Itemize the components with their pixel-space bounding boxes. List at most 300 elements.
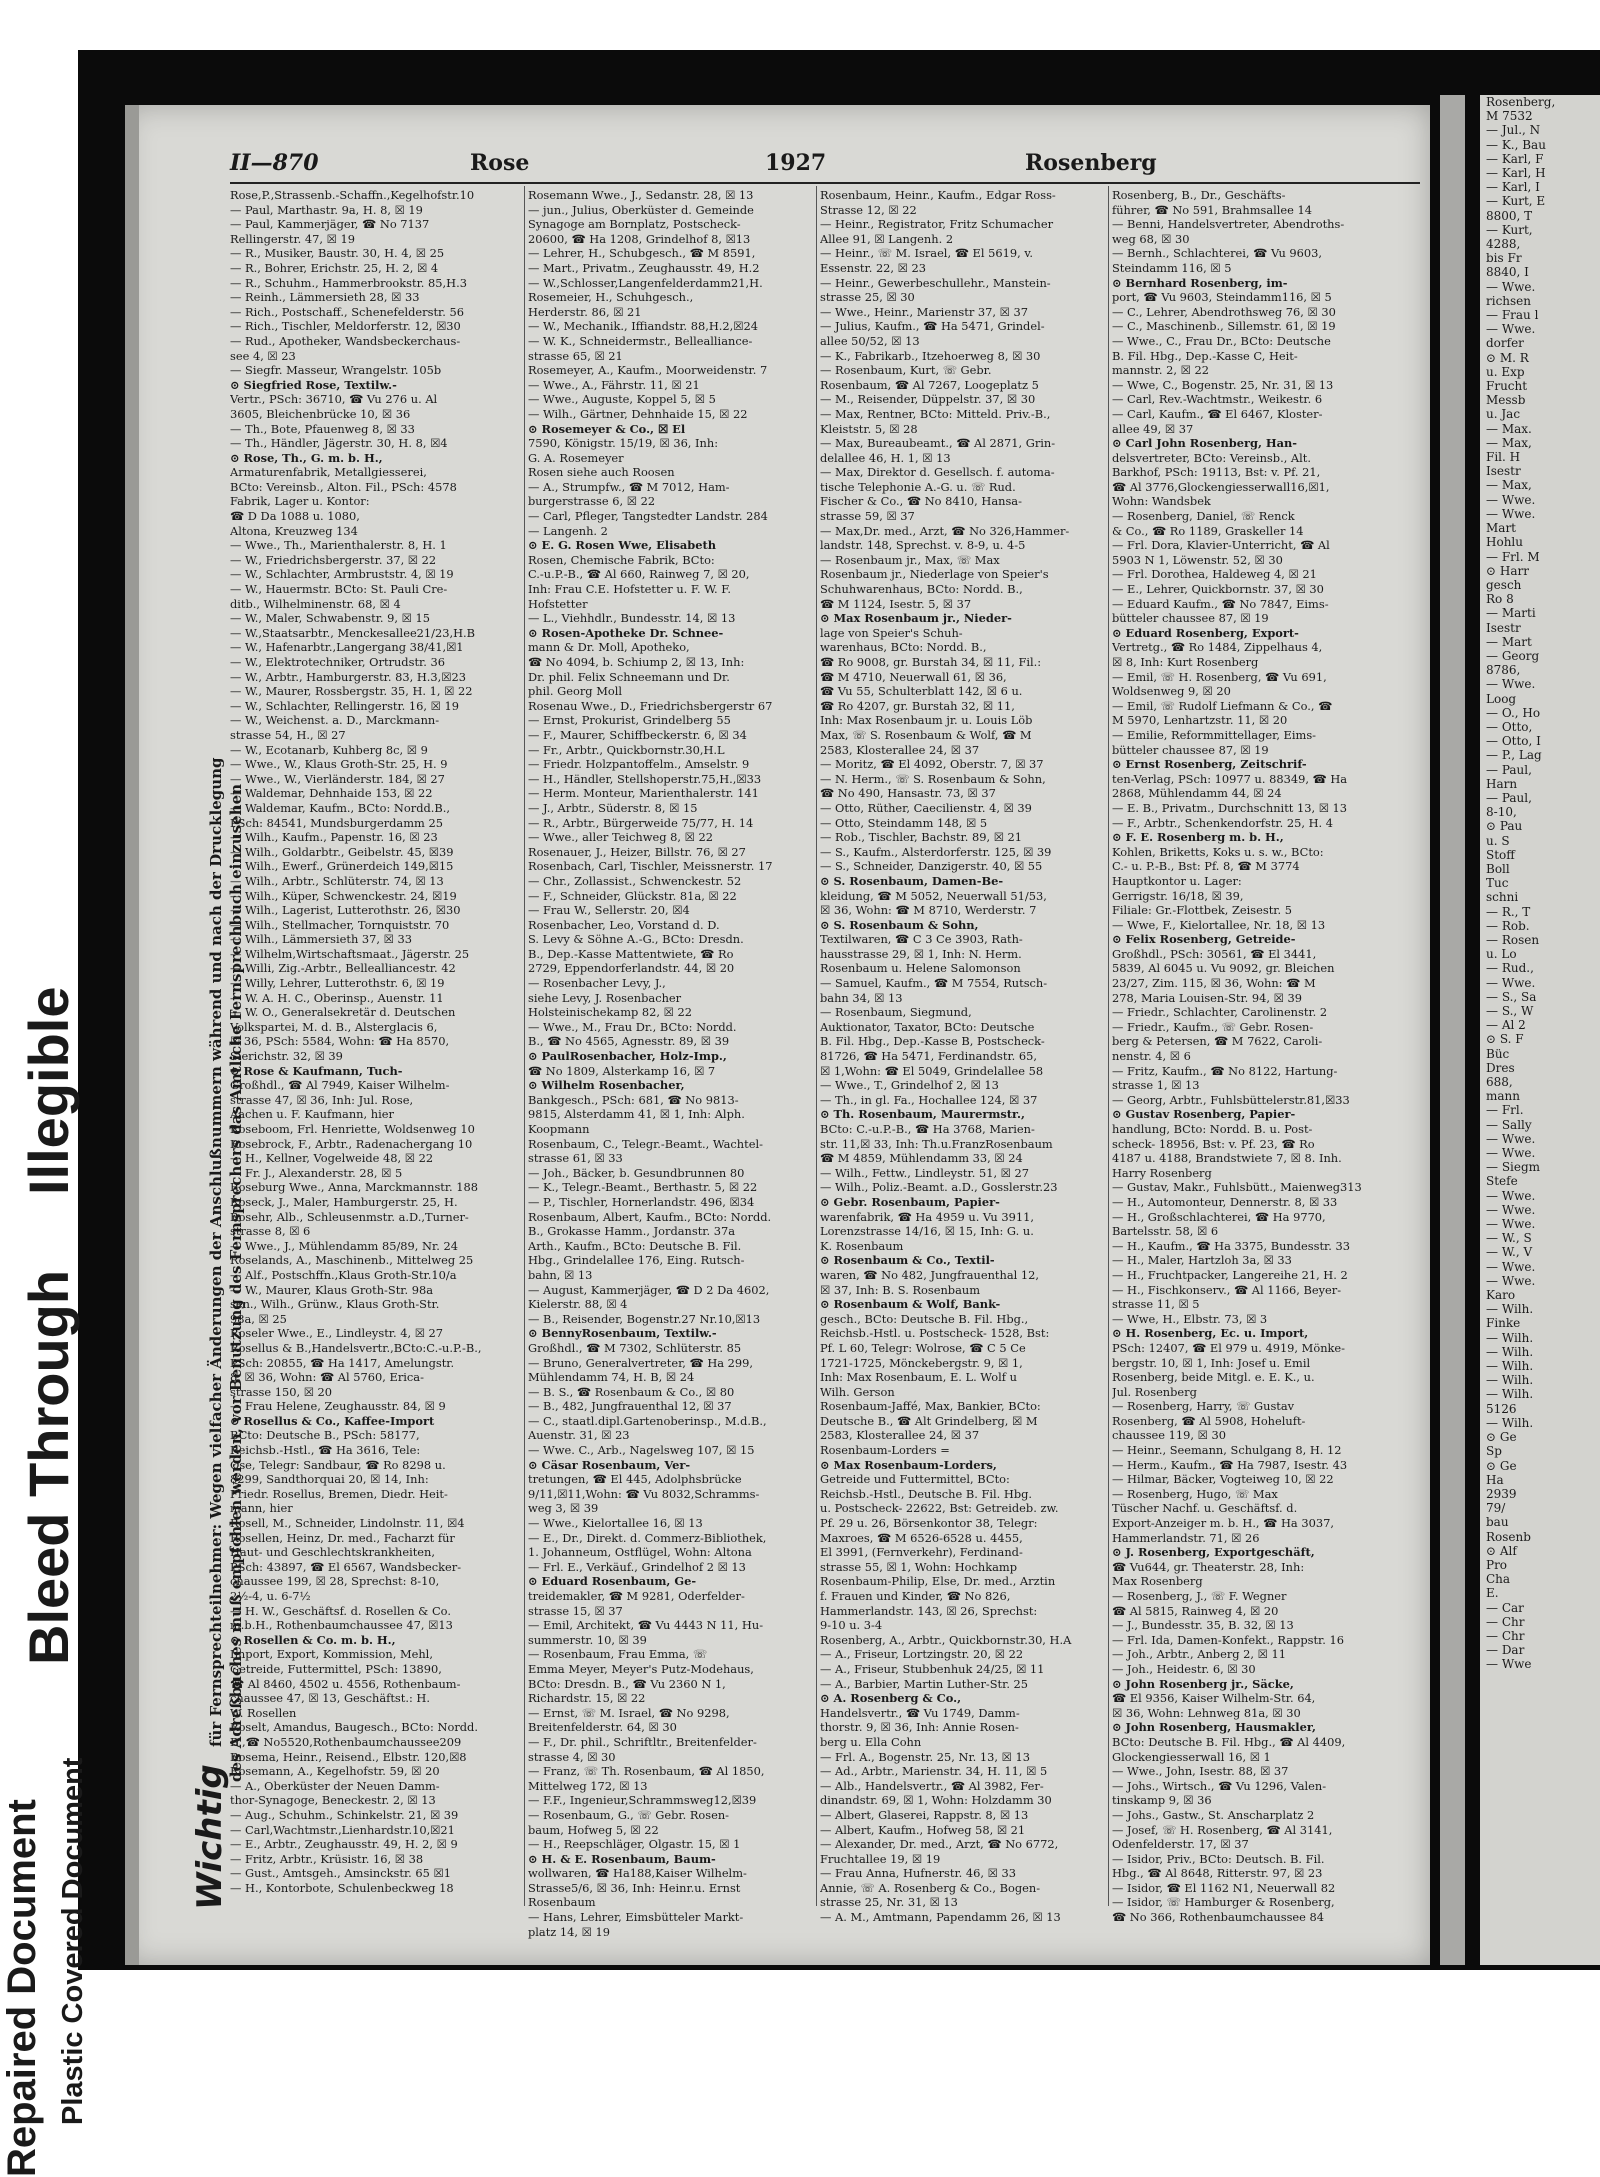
directory-entry-line: ⊙ S. Rosenbaum, Damen-Be-: [820, 873, 1004, 888]
directory-entry-line: — E., Lehrer, Quickbornstr. 37, ☒ 30: [1112, 582, 1324, 597]
directory-entry-line: K. Rosenbaum: [820, 1238, 904, 1253]
directory-entry-line: PSch: 43897, ☎ El 6567, Wandsbecker-: [230, 1559, 462, 1574]
directory-entry-line: Synagoge am Bornplatz, Postscheck-: [528, 217, 741, 232]
directory-entry-line: ☒ 1,Wohn: ☎ El 5049, Grindelallee 58: [820, 1063, 1044, 1078]
directory-entry-line: — A., Friseur, Stubbenhuk 24/25, ☒ 11: [820, 1661, 1045, 1676]
directory-entry-line: bahn, ☒ 13: [528, 1267, 593, 1282]
next-page-line: — Wilh.: [1486, 1302, 1534, 1317]
next-page-line: — O., Ho: [1486, 705, 1541, 720]
directory-entry-line: — A., Strumpfw., ☎ M 7012, Ham-: [528, 479, 730, 494]
directory-entry-line: — H. W., Geschäftsf. d. Rosellen & Co.: [230, 1603, 451, 1618]
directory-entry-line: Großhdl., ☎ M 7302, Schlüterstr. 85: [528, 1340, 742, 1355]
directory-entry-line: Herderstr. 86, ☒ 21: [528, 304, 642, 319]
next-page-line: — Wilh.: [1486, 1415, 1534, 1430]
directory-entry-line: ⊙ John Rosenberg, Hausmakler,: [1112, 1720, 1317, 1735]
directory-entry-line: — Frl. Ida, Damen-Konfekt., Rappstr. 16: [1112, 1632, 1344, 1647]
directory-entry-line: Holsteinischekamp 82, ☒ 22: [528, 1005, 692, 1020]
directory-entry-line: ☎ M 1124, Isestr. 5, ☒ 37: [820, 596, 972, 611]
directory-entry-line: — Herm., Kaufm., ☎ Ha 7987, Isestr. 43: [1112, 1457, 1348, 1472]
directory-entry-line: Vertr., PSch: 36710, ☎ Vu 276 u. Al: [230, 392, 438, 407]
next-page-line: — Karl, I: [1486, 180, 1540, 195]
directory-entry-line: see 4, ☒ 23: [230, 348, 296, 363]
next-page-line: — Frl.: [1486, 1103, 1524, 1118]
next-page-line: gesch: [1486, 577, 1522, 592]
directory-entry-line: Ose, Telegr: Sandbaur, ☎ Ro 8298 u.: [230, 1457, 446, 1472]
directory-entry-line: ☎ No 366, Rothenbaumchaussee 84: [1112, 1910, 1325, 1925]
directory-entry-line: — Wilh., Ewerf., Grünerdeich 149,☒15: [230, 859, 454, 874]
next-page-line: 4288,: [1486, 237, 1521, 252]
directory-entry-line: BCto: Vereinsb., Alton. Fil., PSch: 4578: [230, 479, 457, 494]
next-page-line: Dres: [1486, 1060, 1515, 1075]
directory-entry-line: weg 68, ☒ 30: [1112, 231, 1190, 246]
next-page-line: u. Exp: [1486, 364, 1525, 379]
directory-entry-line: Roseler Wwe., E., Lindleystr. 4, ☒ 27: [230, 1326, 444, 1341]
directory-entry-line: — Emilie, Reformmittellager, Eims-: [1112, 727, 1317, 742]
directory-entry-line: — Herm. Monteur, Marienthalerstr. 141: [528, 786, 759, 801]
directory-entry-line: — Wwe., W., Vierländerstr. 184, ☒ 27: [230, 771, 445, 786]
directory-entry-line: Pf. L 60, Telegr: Wolrose, ☎ C 5 Ce: [820, 1340, 1026, 1355]
directory-entry-line: — Wwe., J., Mühlendamm 85/89, Nr. 24: [230, 1238, 458, 1253]
directory-entry-line: Roseburg Wwe., Anna, Marckmannstr. 188: [230, 1180, 479, 1195]
directory-entry-line: Strasse5/6, ☒ 36, Inh: Heinr.u. Ernst: [528, 1880, 741, 1895]
directory-entry-line: 23/27, Zim. 115, ☒ 36, Wohn: ☎ M: [1112, 976, 1316, 991]
directory-entry-line: — Carl, Rev.-Wachtmstr., Weikestr. 6: [1112, 392, 1323, 407]
next-page-line: schni: [1486, 890, 1519, 905]
directory-entry-line: El 3991, (Fernverkehr), Ferdinand-: [820, 1545, 1023, 1560]
directory-entry-line: — Wwe. C., Arb., Nagelsweg 107, ☒ 15: [528, 1443, 755, 1458]
directory-entry-line: dinandstr. 69, ☒ 1, Wohn: Holzdamm 30: [820, 1793, 1052, 1808]
directory-entry-line: Altona, Kreuzweg 134: [230, 523, 358, 538]
next-page-line: Rosenberg,: [1486, 95, 1556, 109]
directory-entry-line: ⊙ Felix Rosenberg, Getreide-: [1112, 932, 1296, 947]
directory-entry-line: — Willi, Zig.-Arbtr., Bellealliancestr. 42: [230, 961, 456, 976]
directory-entry-line: — J., Arbtr., Süderstr. 8, ☒ 15: [528, 800, 698, 815]
directory-entry-line: — Wwe., T., Grindelhof 2, ☒ 13: [820, 1078, 999, 1093]
directory-entry-line: 2729, Eppendorferlandstr. 44, ☒ 20: [528, 961, 735, 976]
next-page-line: — Frl. M: [1486, 549, 1540, 564]
directory-entry-line: Steindamm 116, ☒ 5: [1112, 260, 1232, 275]
directory-entry-line: — K., Fabrikarb., Itzehoerweg 8, ☒ 30: [820, 348, 1041, 363]
directory-entry-line: — H., Kontorbote, Schulenbeckweg 18: [230, 1880, 454, 1895]
wichtig-line-1: für Fernsprechteilnehmer: Wegen vielfacher Änderungen der Anschlußnummern während und nach der Drucklegung: [207, 757, 225, 1747]
next-page-line: 5126: [1486, 1401, 1517, 1416]
directory-entry-line: mann, hier: [230, 1501, 293, 1516]
directory-entry-line: Rosellen, Heinz, Dr. med., Facharzt für: [230, 1530, 455, 1545]
directory-entry-line: — W. A. H. C., Oberinsp., Auenstr. 11: [230, 990, 444, 1005]
directory-entry-line: — Max, Rentner, BCto: Mitteld. Priv.-B.,: [820, 406, 1051, 421]
directory-entry-line: B., Grokasse Hamm., Jordanstr. 37a: [528, 1224, 735, 1239]
next-page-line: — Wilh.: [1486, 1373, 1534, 1388]
directory-entry-line: B.,☎ No5520,Rothenbaumchaussee209: [230, 1734, 462, 1749]
directory-entry-line: — Max, Direktor d. Gesellsch. f. automa-: [820, 465, 1055, 480]
next-page-line: — Wwe.: [1486, 975, 1536, 990]
directory-entry-line: — Wilh., Lämmersieth 37, ☒ 33: [230, 932, 412, 947]
directory-entry-line: Rosell, M., Schneider, Lindolnstr. 11, ☒4: [230, 1516, 465, 1531]
directory-entry-line: thor-Synagoge, Beneckestr. 2, ☒ 13: [230, 1793, 436, 1808]
directory-entry-line: Friedr. Rosellus, Bremen, Diedr. Heit-: [230, 1486, 448, 1501]
directory-entry-line: — Moritz, ☎ El 4092, Oberstr. 7, ☒ 37: [820, 757, 1044, 772]
directory-entry-line: sen., Wilh., Grünw., Klaus Groth-Str.: [230, 1297, 440, 1312]
directory-entry-line: 98a, ☒ 25: [230, 1311, 287, 1326]
next-page-line: Mart: [1486, 521, 1516, 536]
directory-entry-line: — Heinr., Registrator, Fritz Schumacher: [820, 217, 1054, 232]
directory-entry-line: 20600, ☎ Ha 1208, Grindelhof 8, ☒13: [528, 231, 751, 246]
next-page-line: — K., Bau: [1486, 137, 1546, 152]
directory-entry-line: — Rosenbacher Levy, J.,: [528, 976, 666, 991]
directory-entry-line: — Alexander, Dr. med., Arzt, ☎ No 6772,: [820, 1837, 1059, 1852]
next-page-line: — Car: [1486, 1600, 1524, 1615]
directory-entry-line: Arth., Kaufm., BCto: Deutsche B. Fil.: [528, 1238, 742, 1253]
directory-entry-line: PSch: 20855, ☎ Ha 1417, Amelungstr.: [230, 1355, 455, 1370]
directory-entry-line: Rosenauer, J., Heizer, Billstr. 76, ☒ 27: [528, 844, 746, 859]
directory-entry-line: summerstr. 10, ☒ 39: [528, 1632, 647, 1647]
directory-entry-line: strasse 55, ☒ 1, Wohn: Hochkamp: [820, 1559, 1017, 1574]
directory-entry-line: ☒ 37, Inh: B. S. Rosenbaum: [820, 1282, 981, 1297]
directory-entry-line: — F., Arbtr., Schenkendorfstr. 25, H. 4: [1112, 815, 1333, 830]
directory-entry-line: ⊙ Rosellus & Co., Kaffee-Import: [230, 1413, 435, 1428]
repaired-document-stamp: Repaired Document: [0, 1799, 44, 2177]
directory-entry-line: C.-u.P.-B., ☎ Al 660, Rainweg 7, ☒ 20,: [528, 567, 750, 582]
directory-entry-line: 1. Johanneum, Ostflügel, Wohn: Altona: [528, 1545, 752, 1560]
directory-entry-line: — Wwe., C., Frau Dr., BCto: Deutsche: [1112, 333, 1331, 348]
directory-entry-line: — Wwe., W., Klaus Groth-Str. 25, H. 9: [230, 757, 448, 772]
next-page-line: — Wwe.: [1486, 1131, 1536, 1146]
directory-entry-line: allee 49, ☒ 37: [1112, 421, 1194, 436]
directory-entry-line: C.- u. P.-B., Bst: Pf. 8, ☎ M 3774: [1112, 859, 1300, 874]
directory-entry-line: — W., Mechanik., Iffiandstr. 88,H.2,☒24: [528, 319, 758, 334]
directory-entry-line: strasse 25, Nr. 31, ☒ 13: [820, 1895, 958, 1910]
next-page-line: — Marti: [1486, 606, 1536, 621]
directory-entry-line: Handelsvertr., ☎ Vu 1749, Damm-: [820, 1705, 1020, 1720]
directory-entry-line: — jun., Julius, Oberküster d. Gemeinde: [528, 202, 754, 217]
directory-entry-line: bütteler chaussee 87, ☒ 19: [1112, 742, 1269, 757]
directory-entry-line: — A. M., Amtmann, Papendamm 26, ☒ 13: [820, 1910, 1061, 1925]
directory-entry-line: scheck- 18956, Bst: v. Pf. 23, ☎ Ro: [1112, 1136, 1315, 1151]
directory-entry-line: — Waldemar, Kaufm., BCto: Nordd.B.,: [230, 800, 451, 815]
next-page-line: 8786,: [1486, 663, 1521, 678]
directory-entry-line: lage von Speier's Schuh-: [820, 625, 963, 640]
next-page-line: Isestr: [1486, 620, 1521, 635]
directory-entry-line: — L., Viehhdlr., Bundesstr. 14, ☒ 13: [528, 611, 736, 626]
directory-entry-line: — Rosenberg, Harry, ☏ Gustav: [1112, 1399, 1295, 1414]
directory-entry-line: 8299, Sandthorquai 20, ☒ 14, Inh:: [230, 1472, 429, 1487]
directory-entry-line: ⊙ Rosenbaum & Co., Textil-: [820, 1253, 995, 1268]
directory-entry-line: ⊙ Rosen-Apotheke Dr. Schnee-: [528, 625, 724, 640]
directory-entry-line: PSch: 12407, ☎ El 979 u. 4919, Mönke-: [1112, 1340, 1346, 1355]
directory-entry-line: Rosenbaum, ☎ Al 7267, Loogeplatz 5: [820, 377, 1039, 392]
directory-entry-line: Max Rosenberg: [1112, 1574, 1203, 1589]
directory-entry-line: — W., Maler, Schwabenstr. 9, ☒ 15: [230, 611, 430, 626]
directory-entry-line: Pf. 29 u. 26, Börsenkontor 38, Telegr:: [820, 1516, 1038, 1531]
directory-entry-line: bahn 34, ☒ 13: [820, 990, 903, 1005]
next-page-line: u. Lo: [1486, 947, 1517, 962]
directory-entry-line: weg 3, ☒ 39: [528, 1501, 599, 1516]
directory-entry-line: W. Rosellen: [230, 1705, 297, 1720]
next-page-line: — Max,: [1486, 435, 1532, 450]
next-page-line: Frucht: [1486, 379, 1528, 394]
directory-entry-line: BCto: Deutsche B., PSch: 58177,: [230, 1428, 420, 1443]
directory-entry-line: 278, Maria Louisen-Str. 94, ☒ 39: [1112, 990, 1302, 1005]
directory-entry-line: — Wilhelm,Wirtschaftsmaat., Jägerstr. 25: [230, 946, 470, 961]
directory-entry-line: Rosenbaum, Albert, Kaufm., BCto: Nordd.: [528, 1209, 772, 1224]
directory-entry-line: — Rich., Tischler, Meldorferstr. 12, ☒30: [230, 319, 461, 334]
directory-entry-line: — H., Großschlachterei, ☎ Ha 9770,: [1112, 1209, 1326, 1224]
directory-entry-line: — Gust., Amtsgeh., Amsinckstr. 65 ☒1: [230, 1866, 451, 1881]
next-page-line: — Otto,: [1486, 719, 1533, 734]
directory-entry-line: Textilwaren, ☎ C 3 Ce 3903, Rath-: [820, 932, 1023, 947]
next-page-line: — Wwe: [1486, 1657, 1532, 1672]
directory-entry-line: strasse 150, ☒ 20: [230, 1384, 333, 1399]
next-page-line: Harn: [1486, 776, 1518, 791]
directory-entry-line: — H., Kellner, Vogelweide 48, ☒ 22: [230, 1151, 434, 1166]
directory-entry-line: — Wwe., A., Fährstr. 11, ☒ 21: [528, 377, 700, 392]
directory-entry-line: 9-10 u. 3-4: [820, 1618, 883, 1633]
archival-stamps: [0, 0, 110, 2177]
directory-entry-line: — Carl, Pfleger, Tangstedter Landstr. 284: [528, 509, 768, 524]
directory-entry-line: delsvertreter, BCto: Vereinsb., Alt.: [1112, 450, 1312, 465]
directory-entry-line: Auktionator, Taxator, BCto: Deutsche: [820, 1019, 1035, 1034]
directory-entry-line: mann & Dr. Moll, Apotheko,: [528, 640, 690, 655]
directory-entry-line: Großhdl., ☎ Al 7949, Kaiser Wilhelm-: [230, 1078, 450, 1093]
directory-entry-line: Roselands, A., Maschinenb., Mittelweg 25: [230, 1253, 474, 1268]
directory-entry-line: strasse 8, ☒ 6: [230, 1224, 311, 1239]
directory-entry-line: ditb., Wilhelminenstr. 68, ☒ 4: [230, 596, 401, 611]
directory-entry-line: — S., Schneider, Danzigerstr. 40, ☒ 55: [820, 859, 1043, 874]
directory-entry-line: — Samuel, Kaufm., ☎ M 7554, Rutsch-: [820, 976, 1048, 991]
directory-entry-line: Inh: Max Rosenbaum, E. L. Wolf u: [820, 1370, 1017, 1385]
directory-entry-line: — W.,Schlosser,Langenfelderdamm21,H.: [528, 275, 763, 290]
directory-entry-line: warenfabrik, ☎ Ha 4959 u. Vu 3911,: [820, 1209, 1034, 1224]
directory-entry-line: — Heinr., Gewerbeschullehr., Manstein-: [820, 275, 1051, 290]
directory-entry-line: Rosenbaum-Lorders =: [820, 1443, 950, 1458]
directory-entry-line: ⊙ Carl John Rosenberg, Han-: [1112, 436, 1298, 451]
directory-entry-line: — Paul, Kammerjäger, ☎ No 7137: [230, 217, 430, 232]
directory-entry-line: ☎ Al 3776,Glockengiesserwall16,☒1,: [1112, 479, 1330, 494]
next-page-line: — Dar: [1486, 1643, 1525, 1658]
next-page-line: Messb: [1486, 393, 1526, 408]
directory-entry-line: — Willy, Lehrer, Lutterothstr. 6, ☒ 19: [230, 976, 445, 991]
directory-entry-line: — Siegfr. Masseur, Wrangelstr. 105b: [230, 363, 442, 378]
directory-entry-line: — F.F., Ingenieur,Schrammsweg12,☒39: [528, 1793, 757, 1808]
directory-entry-line: ⊙ Rose, Th., G. m. b. H.,: [230, 450, 383, 465]
next-page-line: ⊙ Ge: [1486, 1430, 1517, 1445]
directory-entry-line: — Frau W., Sellerstr. 20, ☒4: [528, 903, 690, 918]
next-page-line: Boll: [1486, 861, 1510, 876]
directory-entry-line: — A., Oberküster der Neuen Damm-: [230, 1778, 440, 1793]
directory-entry-line: — C., Lehrer, Abendrothsweg 76, ☒ 30: [1112, 304, 1336, 319]
directory-entry-line: — H., Fischkonserv., ☎ Al 1166, Beyer-: [1112, 1282, 1342, 1297]
next-page-line: Büc: [1486, 1046, 1510, 1061]
directory-entry-line: — Frl. A., Bogenstr. 25, Nr. 13, ☒ 13: [820, 1749, 1030, 1764]
directory-entry-line: ☎ Ro 4207, gr. Burstah 32, ☒ 11,: [820, 698, 1015, 713]
directory-entry-line: — Rich., Postschaff., Schenefelderstr. 56: [230, 304, 464, 319]
directory-entry-line: kleidung, ☎ M 5052, Neuerwall 51/53,: [820, 888, 1047, 903]
directory-entry-line: — F., Schneider, Glückstr. 81a, ☒ 22: [528, 888, 737, 903]
directory-entry-line: — Johs., Gastw., St. Anscharplatz 2: [1112, 1807, 1315, 1822]
directory-entry-line: Rosehr, Alb., Schleusenmstr. a.D.,Turner-: [230, 1209, 469, 1224]
directory-entry-line: G. A. Rosemeyer: [528, 450, 624, 465]
directory-entry-line: ⊙ Rosemeyer & Co., ☒ El: [528, 421, 686, 436]
illegible-stamp: Illegible: [17, 986, 80, 1195]
directory-entry-line: — W., Arbtr., Hamburgerstr. 83, H.3,☒23: [230, 669, 466, 684]
next-page-line: — Wwe.: [1486, 677, 1536, 692]
plastic-covered-stamp: Plastic Covered Document: [57, 1757, 89, 2125]
next-page-line: Finke: [1486, 1316, 1521, 1331]
directory-entry-line: — Johs., Wirtsch., ☎ Vu 1296, Valen-: [1112, 1778, 1327, 1793]
directory-entry-line: Allee 91, ☒ Langenh. 2: [820, 231, 954, 246]
directory-entry-line: landstr. 148, Sprechst. v. 8-9, u. 4-5: [820, 538, 1026, 553]
directory-entry-line: — Isidor, Priv., BCto: Deutsch. B. Fil.: [1112, 1851, 1325, 1866]
directory-entry-line: — W., Hafenarbtr.,Langergang 38/41,☒1: [230, 640, 464, 655]
next-page-line: — W., S: [1486, 1231, 1532, 1246]
directory-entry-line: tinskamp 9, ☒ 36: [1112, 1793, 1212, 1808]
directory-entry-line: Rosebrock, F., Arbtr., Radenachergang 10: [230, 1136, 473, 1151]
directory-entry-line: 9815, Alsterdamm 41, ☒ 1, Inh: Alph.: [528, 1107, 745, 1122]
directory-entry-line: Richardstr. 15, ☒ 22: [528, 1691, 646, 1706]
next-page-line: Tuc: [1486, 876, 1509, 891]
next-page-line: richsen: [1486, 293, 1532, 308]
directory-entry-line: — Frl. E., Verkäuf., Grindelhof 2 ☒ 13: [528, 1559, 746, 1574]
directory-entry-line: S. Levy & Söhne A.-G., BCto: Dresdn.: [528, 932, 744, 947]
directory-entry-line: Woldsenweg 9, ☒ 20: [1112, 684, 1231, 699]
next-page-line: — Paul,: [1486, 762, 1532, 777]
directory-entry-line: Max, ☏ S. Rosenbaum & Wolf, ☎ M: [820, 727, 1032, 742]
directory-entry-line: ⊙ PaulRosenbacher, Holz-Imp.,: [528, 1049, 727, 1064]
directory-entry-line: — P., Tischler, Hornerlandstr. 496, ☒34: [528, 1194, 755, 1209]
directory-entry-line: — Ernst, Prokurist, Grindelberg 55: [528, 713, 731, 728]
directory-entry-line: — Rosenbaum, Kurt, ☏ Gebr.: [820, 363, 992, 378]
directory-entry-line: Mühlendamm 74, H. B, ☒ 24: [528, 1370, 695, 1385]
next-page-line: — Wwe.: [1486, 279, 1536, 294]
directory-entry-line: — Wwe, H., Elbstr. 73, ☒ 3: [1112, 1311, 1268, 1326]
page-gutter: [1440, 95, 1465, 1965]
directory-entry-line: ☒ 36, Wohn: ☎ M 8710, Werderstr. 7: [820, 903, 1037, 918]
column-divider: [524, 186, 525, 1906]
directory-entry-line: berg & Petersen, ☎ M 7622, Caroli-: [1112, 1034, 1323, 1049]
next-page-line: Hohlu: [1486, 535, 1523, 550]
directory-entry-line: Essenstr. 22, ☒ 23: [820, 260, 927, 275]
directory-entry-line: Reichsb.-Hstl., ☎ Ha 3616, Tele:: [230, 1443, 421, 1458]
directory-entry-line: ⊙ Eduard Rosenberg, Export-: [1112, 625, 1299, 640]
next-page-line: — Max.: [1486, 421, 1532, 436]
directory-entry-line: Dr. phil. Felix Schneemann und Dr.: [528, 669, 730, 684]
next-page-line: — Wilh.: [1486, 1387, 1534, 1402]
directory-entry-line: — E., Dr., Direkt. d. Commerz-Bibliothek,: [528, 1530, 767, 1545]
directory-entry-line: — Fr., Arbtr., Quickbornstr.30,H.L: [528, 742, 725, 757]
directory-entry-line: ⊙ Gustav Rosenberg, Papier-: [1112, 1107, 1296, 1122]
next-page-line: — Karl, H: [1486, 166, 1546, 181]
directory-entry-line: wollwaren, ☎ Ha188,Kaiser Wilhelm-: [528, 1866, 747, 1881]
directory-entry-line: — H., Fruchtpacker, Langereihe 21, H. 2: [1112, 1267, 1348, 1282]
directory-entry-line: Rosema, Heinr., Reisend., Elbstr. 120,☒8: [230, 1749, 467, 1764]
directory-entry-line: Inh: Frau C.E. Hofstetter u. F. W. F.: [528, 582, 731, 597]
directory-entry-line: — H., Maler, Hartzloh 3a, ☒ 33: [1112, 1253, 1292, 1268]
next-page-line: — W., V: [1486, 1245, 1533, 1260]
next-page-line: ⊙ Pau: [1486, 819, 1523, 834]
directory-entry-line: Filiale: Gr.-Flottbek, Zeisestr. 5: [1112, 903, 1292, 918]
directory-entry-line: ⊙ S. Rosenbaum & Sohn,: [820, 917, 979, 932]
directory-entry-line: Rosen, Chemische Fabrik, BCto:: [528, 552, 715, 567]
directory-entry-line: — C., staatl.dipl.Gartenoberinsp., M.d.B.,: [528, 1413, 767, 1428]
directory-entry-line: — N. Herm., ☏ S. Rosenbaum & Sohn,: [820, 771, 1046, 786]
directory-entry-line: — Wilh., Goldarbtr., Geibelstr. 45, ☒39: [230, 844, 454, 859]
directory-entry-line: thorstr. 9, ☒ 36, Inh: Annie Rosen-: [820, 1720, 1019, 1735]
directory-entry-line: ⊙ Max Rosenbaum-Lorders,: [820, 1457, 997, 1472]
next-page-line: — Wwe.: [1486, 506, 1536, 521]
directory-entry-line: — Wilh., Gärtner, Dehnhaide 15, ☒ 22: [528, 406, 748, 421]
directory-entry-line: — Albert, Glaserei, Rappstr. 8, ☒ 13: [820, 1807, 1029, 1822]
directory-entry-line: Rosenbaum u. Helene Salomonson: [820, 961, 1021, 976]
directory-entry-line: treidemakler, ☎ M 9281, Oderfelder-: [528, 1589, 745, 1603]
directory-entry-line: ⊙ Th. Rosenbaum, Maurermstr.,: [820, 1107, 1025, 1122]
directory-entry-line: — Wilh., Poliz.-Beamt. a.D., Gosslerstr.23: [820, 1180, 1058, 1195]
directory-entry-line: — Julius, Kaufm., ☎ Ha 5471, Grindel-: [820, 319, 1045, 334]
directory-entry-line: 5839, Al 6045 u. Vu 9092, gr. Bleichen: [1112, 961, 1335, 976]
directory-entry-line: Rosenbaum-Philip, Else, Dr. med., Arztin: [820, 1574, 1056, 1589]
next-page-line: — S., W: [1486, 1004, 1534, 1018]
directory-entry-line: Hbg., ☎ Al 8648, Ritterstr. 97, ☒ 23: [1112, 1866, 1323, 1881]
directory-entry-line: Bankgesch., PSch: 681, ☎ No 9813-: [528, 1092, 739, 1107]
directory-entry-line: ⊙ Siegfried Rose, Textilw.-: [230, 377, 397, 392]
directory-entry-line: Rosemann Wwe., J., Sedanstr. 28, ☒ 13: [528, 188, 754, 202]
directory-entry-line: ⊙ F. E. Rosenberg m. b. H.,: [1112, 830, 1284, 845]
directory-entry-line: Großhdl., PSch: 30561, ☎ El 3441,: [1112, 946, 1317, 961]
directory-entry-line: strasse 4, ☒ 30: [528, 1749, 616, 1764]
directory-entry-line: B., ☎ No 4565, Agnesstr. 89, ☒ 39: [528, 1034, 730, 1049]
directory-entry-line: BCto: Dresdn. B., ☎ Vu 2360 N 1,: [528, 1676, 726, 1691]
next-page-line: — Wilh.: [1486, 1330, 1534, 1345]
next-page-line: Ro 8: [1486, 592, 1514, 607]
directory-entry-line: — E. B., Privatm., Durchschnitt 13, ☒ 13: [1112, 800, 1348, 815]
directory-entry-line: — F., Maurer, Schiffbeckerstr. 6, ☒ 34: [528, 727, 747, 742]
directory-entry-line: — Bernh., Schlachterei, ☎ Vu 9603,: [1112, 246, 1323, 261]
directory-entry-line: Roselt, Amandus, Baugesch., BCto: Nordd.: [230, 1720, 478, 1735]
next-page-line: Fil. H: [1486, 450, 1521, 465]
directory-entry-line: ☒ 36, Wohn: Lehnweg 81a, ☒ 30: [1112, 1705, 1301, 1720]
next-page-line: — Wwe.: [1486, 492, 1536, 507]
directory-entry-line: — Otto, Steindamm 148, ☒ 5: [820, 815, 988, 830]
next-page-line: Stefe: [1486, 1174, 1518, 1189]
directory-entry-line: — J., Bundesstr. 35, B. 32, ☒ 13: [1112, 1618, 1294, 1633]
directory-entry-line: — E., Arbtr., Zeughausstr. 49, H. 2, ☒ 9: [230, 1837, 458, 1852]
directory-entry-line: 2583, Klosterallee 24, ☒ 37: [820, 742, 980, 757]
next-page-line: — Sally: [1486, 1117, 1532, 1132]
directory-entry-line: 1721-1725, Mönckebergstr. 9, ☒ 1,: [820, 1355, 1023, 1370]
directory-entry-line: ⊙ John Rosenberg jr., Säcke,: [1112, 1676, 1294, 1691]
next-page-line: ⊙ S. F: [1486, 1032, 1524, 1047]
directory-column-3: [820, 188, 1110, 1925]
wichtig-notice: [160, 190, 245, 1910]
directory-entry-line: m.b.H., Rothenbaumchaussee 47, ☒13: [230, 1618, 453, 1633]
directory-entry-line: ⊙ Ernst Rosenberg, Zeitschrif-: [1112, 757, 1307, 772]
directory-entry-line: Odenfelderstr. 17, ☒ 37: [1112, 1837, 1249, 1852]
next-page-line: ⊙ Harr: [1486, 563, 1529, 578]
directory-entry-line: — W., Weichenst. a. D., Marckmann-: [230, 713, 440, 728]
directory-entry-line: — Rosenberg, J., ☏ F. Wegner: [1112, 1589, 1287, 1603]
directory-entry-line: — A., Friseur, Lortzingstr. 20, ☒ 22: [820, 1647, 1024, 1662]
directory-entry-line: — Wwe., Kielortallee 16, ☒ 13: [528, 1516, 703, 1531]
directory-entry-line: — Alb., Handelsvertr., ☎ Al 3982, Fer-: [820, 1778, 1044, 1793]
next-page-line: — Wwe.: [1486, 1188, 1536, 1203]
directory-entry-line: Wilh. Gerson: [820, 1384, 895, 1399]
directory-entry-line: Haut- und Geschlechtskrankheiten,: [230, 1545, 435, 1560]
directory-entry-line: — Joh., Bäcker, b. Gesundbrunnen 80: [528, 1165, 745, 1180]
directory-entry-line: Rosemeyer, A., Kaufm., Moorweidenstr. 7: [528, 363, 768, 378]
directory-entry-line: Getreide und Futtermittel, BCto:: [820, 1472, 1010, 1487]
directory-entry-line: Strasse 12, ☒ 22: [820, 202, 917, 217]
directory-entry-line: M 5970, Lenhartzstr. 11, ☒ 20: [1112, 713, 1288, 728]
directory-entry-line: — Max,Dr. med., Arzt, ☎ No 326,Hammer-: [820, 523, 1070, 538]
